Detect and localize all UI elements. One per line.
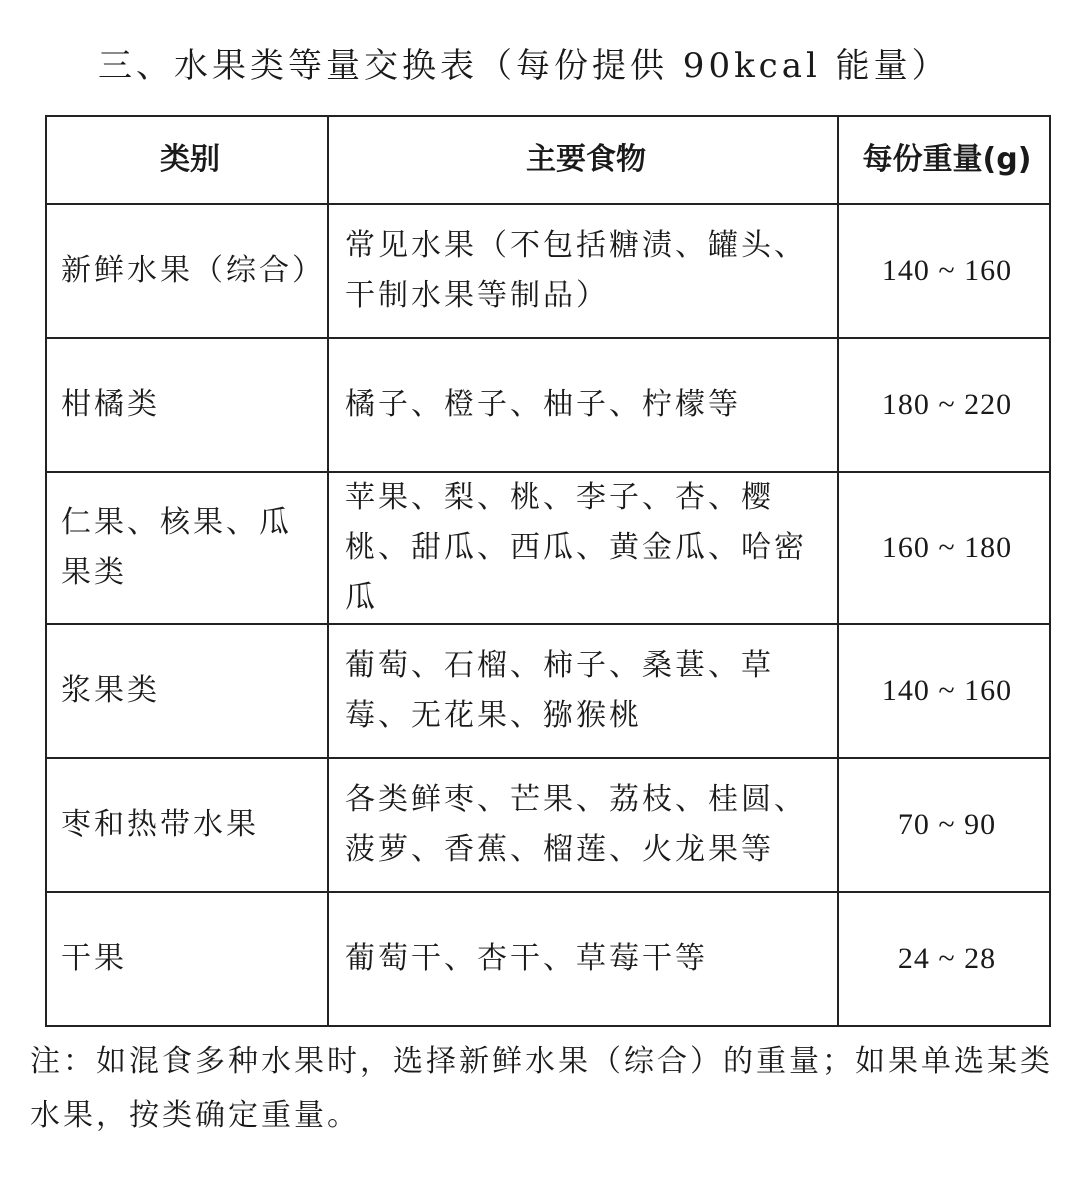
table-header-row xyxy=(46,116,1050,204)
table-row xyxy=(46,758,1050,892)
table-row xyxy=(46,624,1050,758)
category-cell: 仁果、核果、瓜果类 xyxy=(46,472,328,624)
weight-cell: 24 ~ 28 xyxy=(838,892,1050,1026)
weight-cell: 160 ~ 180 xyxy=(838,472,1050,624)
page-title: 三、水果类等量交换表（每份提供 90kcal 能量） xyxy=(98,46,950,86)
weight-cell: 140 ~ 160 xyxy=(838,624,1050,758)
foods-cell: 葡萄、石榴、柿子、桑葚、草莓、无花果、猕猴桃 xyxy=(328,624,838,758)
category-cell: 浆果类 xyxy=(46,624,328,758)
foods-cell: 常见水果（不包括糖渍、罐头、干制水果等制品） xyxy=(328,204,838,338)
table-row xyxy=(46,204,1050,338)
foods-cell: 各类鲜枣、芒果、荔枝、桂圆、菠萝、香蕉、榴莲、火龙果等 xyxy=(328,758,838,892)
table-row xyxy=(46,892,1050,1026)
footnote: 注：如混食多种水果时，选择新鲜水果（综合）的重量；如果单选某类水果，按类确定重量。 xyxy=(30,1044,1053,1133)
foods-cell: 橘子、橙子、柚子、柠檬等 xyxy=(328,338,838,472)
header-category: 类别 xyxy=(46,116,328,204)
header-foods: 主要食物 xyxy=(328,116,838,204)
foods-cell: 葡萄干、杏干、草莓干等 xyxy=(328,892,838,1026)
weight-cell: 140 ~ 160 xyxy=(838,204,1050,338)
foods-cell: 苹果、梨、桃、李子、杏、樱桃、甜瓜、西瓜、黄金瓜、哈密瓜 xyxy=(328,472,838,624)
category-cell: 新鲜水果（综合） xyxy=(46,204,328,338)
header-weight: 每份重量(g) xyxy=(838,116,1050,204)
fruit-exchange-table xyxy=(45,115,1051,1027)
weight-cell: 180 ~ 220 xyxy=(838,338,1050,472)
table-row xyxy=(46,338,1050,472)
category-cell: 枣和热带水果 xyxy=(46,758,328,892)
category-cell: 柑橘类 xyxy=(46,338,328,472)
weight-cell: 70 ~ 90 xyxy=(838,758,1050,892)
table-row xyxy=(46,472,1050,624)
category-cell: 干果 xyxy=(46,892,328,1026)
